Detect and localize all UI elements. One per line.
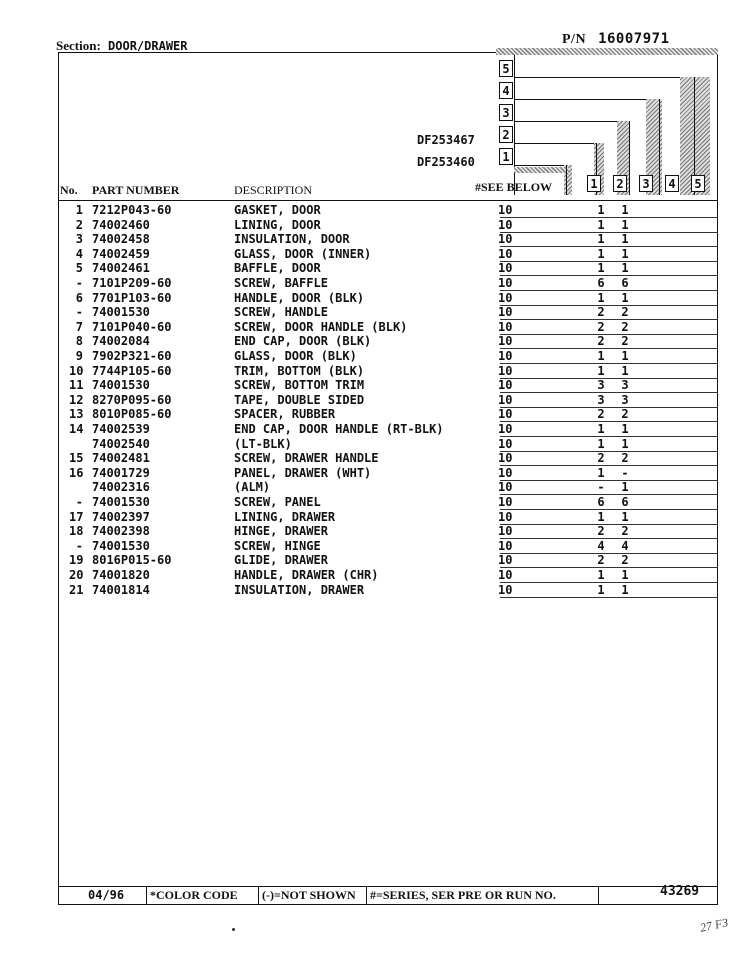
model-number: DF253460 (417, 155, 475, 169)
row-item-number: 1 (75, 203, 83, 217)
row-model-2-quantity: 2 (621, 407, 629, 422)
row-description: SCREW, HINGE (234, 538, 321, 553)
row-model-2-quantity: 2 (621, 319, 629, 334)
row-item-number: 21 (69, 582, 84, 597)
row-part-number: 74001530 (92, 305, 150, 320)
row-item-number: - (75, 305, 83, 320)
row-item-number: 9 (75, 349, 83, 363)
row-series-quantity: 10 (498, 232, 513, 247)
footer-color-code: *COLOR CODE (150, 888, 238, 902)
row-model-2-quantity: 1 (621, 232, 629, 247)
row-item-number: 18 (69, 524, 84, 539)
table-row (58, 261, 718, 276)
series-label-5: 5 (499, 60, 513, 77)
series-label-1: 1 (499, 148, 513, 165)
row-model-2-quantity: 1 (621, 422, 629, 436)
table-row (58, 480, 718, 495)
row-part-number: 8270P095-60 (92, 392, 172, 407)
row-item-number: 10 (69, 363, 84, 378)
row-description: GLASS, DOOR (BLK) (234, 349, 357, 363)
table-row (58, 437, 718, 452)
row-description: SPACER, RUBBER (234, 407, 336, 422)
row-series-quantity: 10 (498, 582, 513, 597)
row-model-2-quantity: 1 (621, 480, 629, 495)
table-row (58, 451, 718, 466)
row-model-1-quantity: 2 (597, 524, 605, 539)
table-row (58, 349, 718, 364)
row-item-number: - (75, 538, 83, 553)
row-model-1-quantity: 1 (597, 582, 605, 597)
row-series-quantity: 10 (498, 553, 513, 568)
series-bottom-5: 5 (691, 175, 705, 192)
row-description: GLASS, DOOR (INNER) (234, 246, 372, 261)
row-model-1-quantity: 1 (597, 509, 605, 524)
row-series-quantity: 10 (498, 261, 513, 276)
row-model-1-quantity: 1 (597, 465, 605, 480)
row-series-quantity: 10 (498, 480, 513, 495)
row-model-2-quantity: 3 (621, 378, 629, 393)
row-series-quantity: 10 (498, 392, 513, 407)
row-item-number: 16 (69, 465, 84, 480)
row-description: HANDLE, DOOR (BLK) (234, 290, 365, 305)
row-item-number: - (75, 276, 83, 290)
row-series-quantity: 10 (498, 334, 513, 349)
row-series-quantity: 10 (498, 407, 513, 422)
row-series-quantity: 10 (498, 495, 513, 509)
row-model-2-quantity: - (621, 465, 629, 480)
row-item-number: 8 (75, 334, 83, 349)
row-model-2-quantity: 1 (621, 217, 629, 232)
row-part-number: 74002084 (92, 334, 150, 349)
series-bottom-4: 4 (665, 175, 679, 192)
row-model-2-quantity: 1 (621, 203, 629, 217)
row-description: HINGE, DRAWER (234, 524, 328, 539)
row-item-number: 11 (69, 378, 84, 393)
row-description: INSULATION, DOOR (234, 232, 350, 247)
row-model-2-quantity: 1 (621, 349, 629, 363)
row-description: SCREW, PANEL (234, 495, 321, 509)
row-item-number: 15 (69, 451, 84, 466)
table-row (58, 218, 718, 233)
row-series-quantity: 10 (498, 568, 513, 582)
table-row (58, 568, 718, 583)
row-series-quantity: 10 (498, 246, 513, 261)
row-item-number: 7 (75, 319, 83, 334)
pn-label: P/N (562, 32, 587, 47)
series-bottom-3: 3 (639, 175, 653, 192)
row-model-2-quantity: 4 (621, 538, 629, 553)
header-divider (58, 200, 718, 201)
row-item-number: 13 (69, 407, 84, 422)
row-model-2-quantity: 2 (621, 553, 629, 568)
row-model-2-quantity: 1 (621, 436, 629, 451)
row-item-number: 17 (69, 509, 84, 524)
row-part-number: 74001814 (92, 582, 150, 597)
series-label-3: 3 (499, 104, 513, 121)
row-part-number: 7744P105-60 (92, 363, 172, 378)
row-model-1-quantity: 2 (597, 451, 605, 466)
row-description: GLIDE, DRAWER (234, 553, 328, 568)
footer-page-number: 43269 (660, 884, 700, 899)
row-series-quantity: 10 (498, 465, 513, 480)
row-part-number: 74002461 (92, 261, 150, 276)
row-series-quantity: 10 (498, 276, 513, 290)
footer-series-note: #=SERIES, SER PRE OR RUN NO. (370, 888, 556, 902)
table-row (58, 553, 718, 568)
row-part-number: 74001530 (92, 495, 150, 509)
row-model-1-quantity: 4 (597, 538, 605, 553)
row-model-1-quantity: 2 (597, 553, 605, 568)
row-item-number: 12 (69, 392, 84, 407)
row-description: GASKET, DOOR (234, 203, 321, 217)
row-model-2-quantity: 2 (621, 451, 629, 466)
series-diagram (494, 55, 718, 195)
series-label-2: 2 (499, 126, 513, 143)
row-model-1-quantity: 2 (597, 334, 605, 349)
row-part-number: 7701P103-60 (92, 290, 172, 305)
handwritten-note: 27 F3 (698, 915, 730, 935)
row-description: SCREW, DRAWER HANDLE (234, 451, 379, 466)
row-item-number: 5 (75, 261, 83, 276)
row-model-2-quantity: 6 (621, 495, 629, 509)
column-header-part-number: PART NUMBER (92, 183, 180, 197)
row-part-number: 74002481 (92, 451, 150, 466)
table-row (58, 539, 718, 554)
row-part-number: 74002540 (92, 436, 150, 451)
row-item-number: 2 (75, 217, 83, 232)
row-model-1-quantity: 6 (597, 495, 605, 509)
row-series-quantity: 10 (498, 349, 513, 363)
row-divider (500, 597, 718, 598)
table-row (58, 364, 718, 379)
row-series-quantity: 10 (498, 363, 513, 378)
row-description: SCREW, DOOR HANDLE (BLK) (234, 319, 408, 334)
row-model-1-quantity: 1 (597, 232, 605, 247)
row-model-1-quantity: 3 (597, 378, 605, 393)
table-row (58, 524, 718, 539)
row-model-2-quantity: 2 (621, 305, 629, 320)
table-row (58, 466, 718, 481)
row-model-1-quantity: 2 (597, 319, 605, 334)
pn-value: 16007971 (598, 31, 670, 47)
row-description: TAPE, DOUBLE SIDED (234, 392, 365, 407)
row-model-1-quantity: 1 (597, 290, 605, 305)
row-series-quantity: 10 (498, 305, 513, 320)
row-model-2-quantity: 1 (621, 246, 629, 261)
row-model-1-quantity: 2 (597, 305, 605, 320)
row-series-quantity: 10 (498, 319, 513, 334)
row-item-number: 19 (69, 553, 84, 568)
table-row (58, 393, 718, 408)
row-model-1-quantity: 1 (597, 363, 605, 378)
row-series-quantity: 10 (498, 422, 513, 436)
row-description: BAFFLE, DOOR (234, 261, 321, 276)
row-part-number: 74002539 (92, 422, 150, 436)
column-header-see-below: #SEE BELOW (475, 180, 553, 194)
row-part-number: 74002459 (92, 246, 150, 261)
row-item-number: 14 (69, 422, 84, 436)
series-bottom-2: 2 (613, 175, 627, 192)
row-model-2-quantity: 2 (621, 334, 629, 349)
row-series-quantity: 10 (498, 378, 513, 393)
row-model-2-quantity: 2 (621, 524, 629, 539)
row-part-number: 74001820 (92, 568, 150, 582)
table-row (58, 305, 718, 320)
row-description: SCREW, HANDLE (234, 305, 328, 320)
row-item-number: - (75, 495, 83, 509)
row-part-number: 74001729 (92, 465, 150, 480)
row-model-1-quantity: 6 (597, 276, 605, 290)
row-model-2-quantity: 1 (621, 363, 629, 378)
speck (232, 928, 235, 931)
row-model-2-quantity: 1 (621, 568, 629, 582)
table-row (58, 232, 718, 247)
table-row (58, 422, 718, 437)
row-series-quantity: 10 (498, 217, 513, 232)
row-part-number: 74002316 (92, 480, 150, 495)
row-series-quantity: 10 (498, 538, 513, 553)
row-model-1-quantity: 1 (597, 203, 605, 217)
row-model-1-quantity: 2 (597, 407, 605, 422)
series-bottom-1: 1 (587, 175, 601, 192)
column-header-description: DESCRIPTION (234, 183, 313, 197)
row-item-number: 6 (75, 290, 83, 305)
row-description: HANDLE, DRAWER (CHR) (234, 568, 379, 582)
row-model-1-quantity: 1 (597, 246, 605, 261)
row-model-1-quantity: 3 (597, 392, 605, 407)
footer-not-shown: (-)=NOT SHOWN (262, 888, 356, 902)
model-number: DF253467 (417, 133, 475, 147)
table-row (58, 247, 718, 262)
row-description: SCREW, BOTTOM TRIM (234, 378, 365, 393)
row-model-1-quantity: 1 (597, 422, 605, 436)
row-description: END CAP, DOOR HANDLE (RT-BLK) (234, 422, 444, 436)
row-description: (ALM) (234, 480, 271, 495)
column-header-no: No. (60, 183, 78, 197)
section-label: Section: (56, 38, 101, 53)
table-row (58, 378, 718, 393)
table-row (58, 495, 718, 510)
header-hatch-strip (496, 48, 718, 55)
row-item-number: 3 (75, 232, 83, 247)
part-number-heading (562, 31, 670, 48)
table-row (58, 291, 718, 306)
row-model-1-quantity: 1 (597, 349, 605, 363)
row-part-number: 74002460 (92, 217, 150, 232)
row-item-number: 20 (69, 568, 84, 582)
row-model-1-quantity: 1 (597, 217, 605, 232)
row-model-2-quantity: 3 (621, 392, 629, 407)
row-model-1-quantity: 1 (597, 261, 605, 276)
row-part-number: 7101P209-60 (92, 276, 172, 290)
row-part-number: 8016P015-60 (92, 553, 172, 568)
row-series-quantity: 10 (498, 451, 513, 466)
row-description: END CAP, DOOR (BLK) (234, 334, 372, 349)
table-row (58, 334, 718, 349)
table-row (58, 407, 718, 422)
row-item-number: 4 (75, 246, 83, 261)
row-part-number: 7902P321-60 (92, 349, 172, 363)
row-series-quantity: 10 (498, 203, 513, 217)
table-row (58, 276, 718, 291)
row-series-quantity: 10 (498, 436, 513, 451)
table-row (58, 203, 718, 218)
table-row (58, 320, 718, 335)
row-part-number: 74002458 (92, 232, 150, 247)
row-model-1-quantity: 1 (597, 568, 605, 582)
table-row (58, 583, 718, 598)
row-model-1-quantity: - (597, 480, 605, 495)
table-row (58, 510, 718, 525)
row-series-quantity: 10 (498, 290, 513, 305)
row-part-number: 74001530 (92, 378, 150, 393)
row-description: (LT-BLK) (234, 436, 292, 451)
row-description: INSULATION, DRAWER (234, 582, 365, 597)
row-model-2-quantity: 1 (621, 582, 629, 597)
row-model-2-quantity: 1 (621, 261, 629, 276)
series-label-4: 4 (499, 82, 513, 99)
footer-date: 04/96 (88, 888, 125, 902)
row-part-number: 7101P040-60 (92, 319, 172, 334)
row-part-number: 74002398 (92, 524, 150, 539)
row-series-quantity: 10 (498, 509, 513, 524)
row-description: TRIM, BOTTOM (BLK) (234, 363, 365, 378)
row-description: PANEL, DRAWER (WHT) (234, 465, 372, 480)
row-part-number: 74001530 (92, 538, 150, 553)
row-series-quantity: 10 (498, 524, 513, 539)
row-model-1-quantity: 1 (597, 436, 605, 451)
row-part-number: 8010P085-60 (92, 407, 172, 422)
row-model-2-quantity: 1 (621, 509, 629, 524)
row-description: LINING, DOOR (234, 217, 321, 232)
row-part-number: 74002397 (92, 509, 150, 524)
section-value: DOOR/DRAWER (108, 39, 188, 53)
row-model-2-quantity: 1 (621, 290, 629, 305)
row-description: LINING, DRAWER (234, 509, 336, 524)
footer-bar (58, 886, 718, 904)
row-part-number: 7212P043-60 (92, 203, 172, 217)
row-model-2-quantity: 6 (621, 276, 629, 290)
row-description: SCREW, BAFFLE (234, 276, 328, 290)
